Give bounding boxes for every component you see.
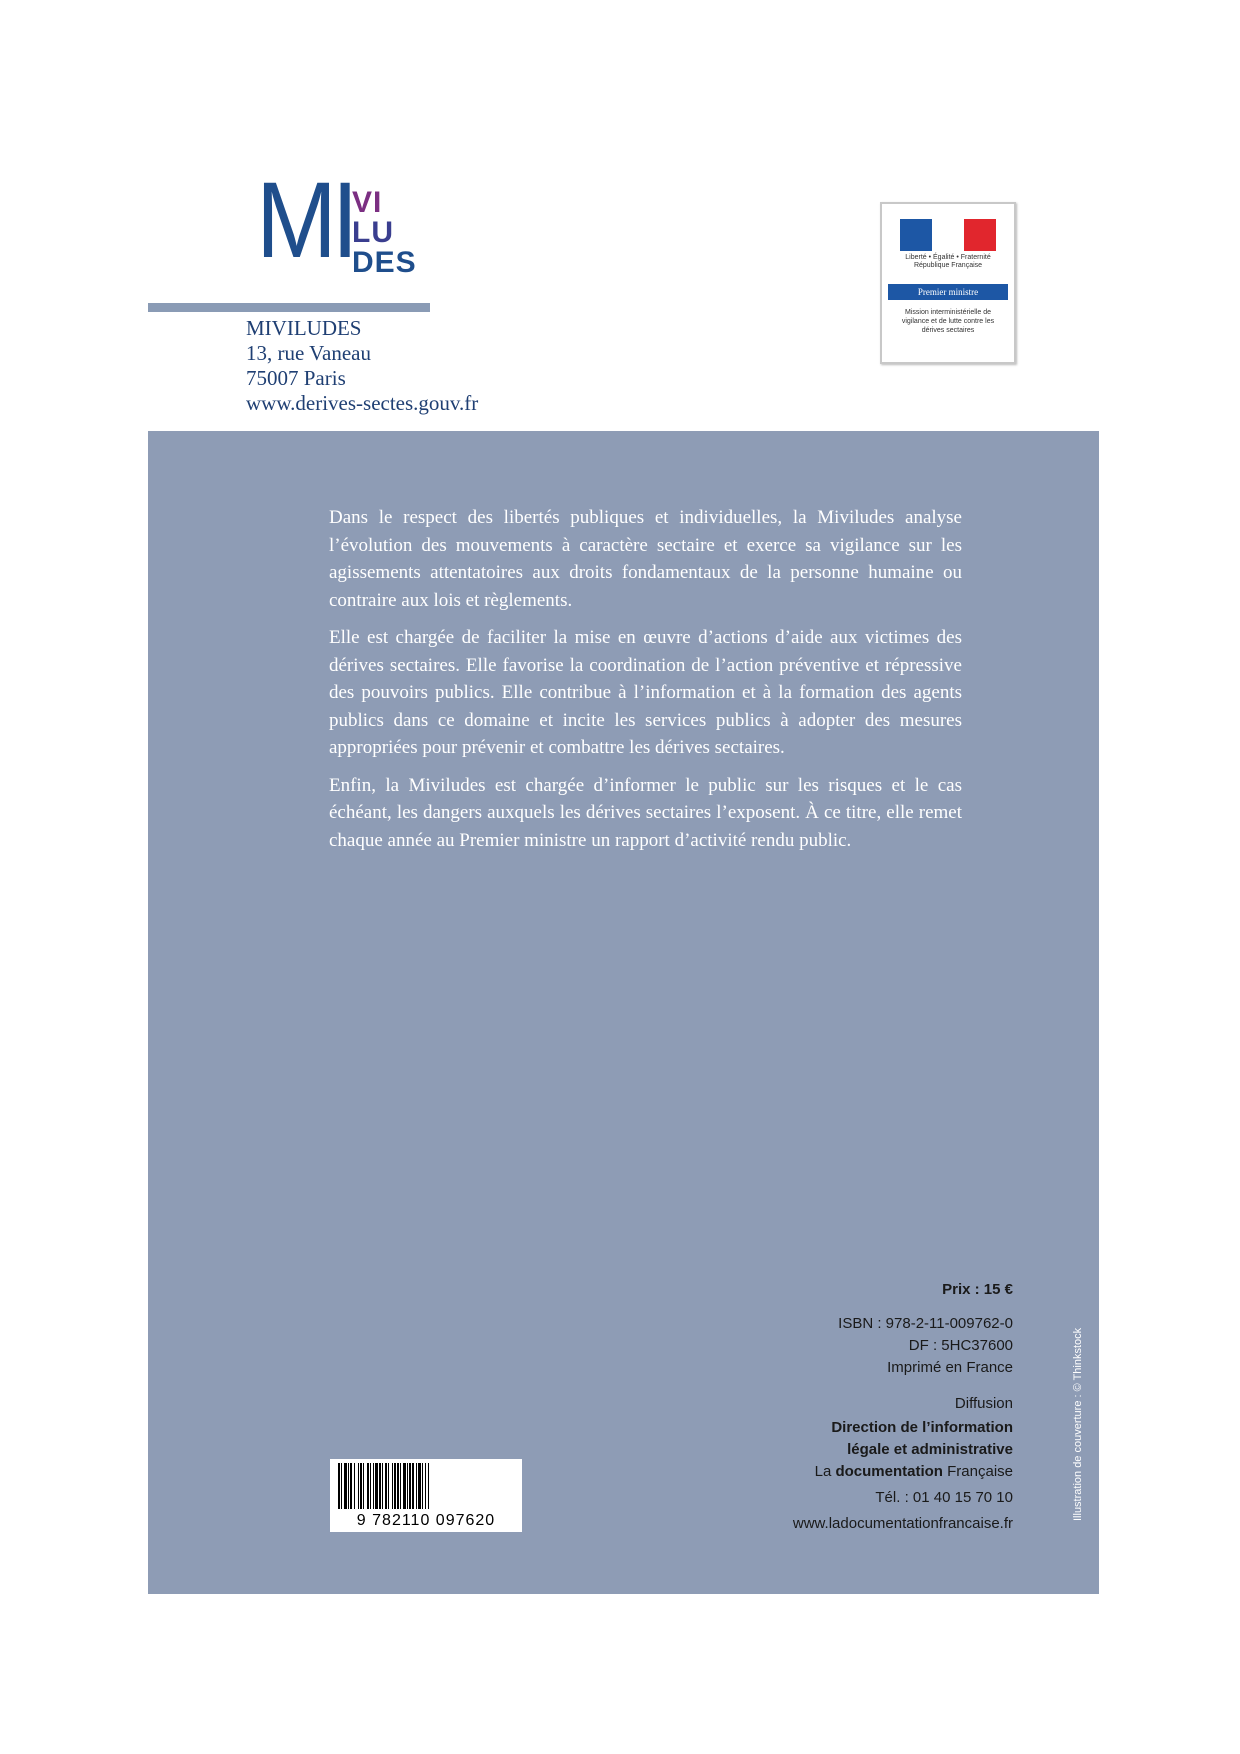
- address-name: MIVILUDES: [246, 316, 362, 340]
- barcode-bar: [338, 1463, 340, 1509]
- barcode-bar: [392, 1463, 393, 1509]
- barcode-bar: [425, 1463, 426, 1509]
- logo-divider: [148, 303, 430, 312]
- barcode-bar: [348, 1463, 349, 1509]
- logo-stack-line-1: VI: [352, 186, 383, 219]
- telephone: Tél. : 01 40 15 70 10: [875, 1489, 1013, 1506]
- barcode-bar: [354, 1463, 355, 1509]
- barcode-bar: [385, 1463, 387, 1509]
- logo-stack: [352, 188, 417, 278]
- barcode-bar: [400, 1463, 401, 1509]
- french-flag-icon: [900, 219, 996, 251]
- barcode-bar: [382, 1463, 383, 1509]
- direction-line-1: Direction de l’information: [831, 1419, 1013, 1436]
- logo-stack-line-3: DES: [352, 246, 417, 279]
- barcode-bar: [428, 1463, 429, 1509]
- barcode-bars: [336, 1463, 516, 1511]
- publisher-website: www.ladocumentationfrancaise.fr: [792, 1515, 1013, 1532]
- price: Prix : 15 €: [942, 1281, 1013, 1298]
- publisher-francaise: Française: [947, 1463, 1013, 1480]
- barcode: [330, 1459, 522, 1532]
- barcode-bar: [358, 1463, 359, 1509]
- barcode-bar: [394, 1463, 396, 1509]
- publication-info: [793, 1279, 1013, 1535]
- barcode-bar: [344, 1463, 347, 1509]
- barcode-bar: [388, 1463, 389, 1509]
- df-code: DF : 5HC37600: [908, 1337, 1013, 1354]
- barcode-bar: [407, 1463, 408, 1509]
- description-text: [329, 504, 962, 864]
- barcode-digits: 9 782110 097620: [356, 1512, 496, 1529]
- address-street: 13, rue Vaneau: [246, 341, 371, 365]
- miviludes-logo: [256, 159, 426, 284]
- barcode-bar: [422, 1463, 423, 1509]
- publisher-name: [793, 1461, 1013, 1483]
- badge-mission: Mission interministérielle de vigilance et de lutte contre les dérives sectaires: [901, 309, 995, 334]
- barcode-bar: [360, 1463, 362, 1509]
- barcode-bar: [409, 1463, 411, 1509]
- paragraph-3: Enfin, la Miviludes est chargée d’informer le public sur les risques et le cas échéant, les dangers auxquels les dérives sectaires l’exposent. À ce titre, elle remet chaque année au Premier ministre un rapport d’activité rendu public.: [329, 774, 962, 851]
- address-block: [246, 316, 478, 416]
- badge-motto: [896, 254, 1000, 270]
- publisher-documentation: documentation: [835, 1463, 943, 1480]
- badge-republic-line: République Française: [913, 262, 983, 269]
- address-website: www.derives-sectes.gouv.fr: [246, 391, 479, 415]
- barcode-bar: [367, 1463, 369, 1509]
- government-badge: [880, 202, 1016, 364]
- barcode-bar: [416, 1463, 417, 1509]
- barcode-bar: [412, 1463, 414, 1509]
- barcode-bar: [418, 1463, 421, 1509]
- cover-panel: [148, 431, 1099, 1594]
- logo-stack-line-2: LU: [352, 216, 394, 249]
- barcode-bar: [370, 1463, 371, 1509]
- address-city: 75007 Paris: [246, 366, 346, 390]
- barcode-bar: [403, 1463, 406, 1509]
- badge-band: Premier ministre: [888, 284, 1008, 300]
- printed-in: Imprimé en France: [887, 1359, 1013, 1376]
- badge-motto-line: Liberté • Égalité • Fraternité: [905, 254, 991, 261]
- barcode-bar: [373, 1463, 374, 1509]
- isbn: ISBN : 978-2-11-009762-0: [838, 1315, 1013, 1332]
- direction-line-2: légale et administrative: [847, 1441, 1013, 1458]
- barcode-bar: [341, 1463, 342, 1509]
- barcode-bar: [379, 1463, 381, 1509]
- barcode-bar: [350, 1463, 352, 1509]
- publisher-la: La: [814, 1463, 832, 1480]
- paragraph-1: Dans le respect des libertés publiques et individuelles, la Miviludes analyse l’évolution des mouvements à caractère sectaire et exerce sa vigilance sur les agissements attentatoires aux droits fondamentaux de la personne humaine ou contraire aux lois et règlements.: [329, 507, 962, 611]
- barcode-bar: [397, 1463, 399, 1509]
- diffusion-label: Diffusion: [954, 1395, 1013, 1412]
- illustration-credit: Illustration de couverture : © Thinkstock: [1072, 1327, 1084, 1521]
- barcode-bar: [363, 1463, 364, 1509]
- barcode-bar: [375, 1463, 378, 1509]
- paragraph-2: Elle est chargée de faciliter la mise en œuvre d’actions d’aide aux victimes des dérives sectaires. Elle favorise la coordination de l’action préventive et répressive des pouvoirs publics. Elle contribue à l’information et à la formation des agents publics dans ce domaine et incite les services publics à adopter des mesures appropriées pour prévenir et combattre les dérives sectaires.: [329, 627, 962, 758]
- logo-initial: MI: [256, 159, 354, 280]
